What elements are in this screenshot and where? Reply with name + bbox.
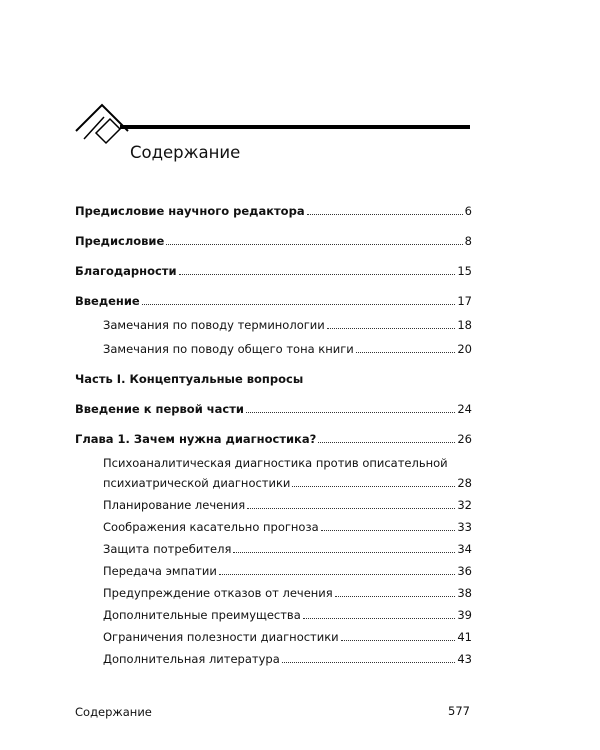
toc-entry-title: Защита потребителя bbox=[103, 542, 232, 556]
toc-entry[interactable] bbox=[75, 402, 472, 416]
toc-entry-title: Планирование лечения bbox=[103, 498, 246, 512]
toc-entry[interactable] bbox=[75, 542, 472, 556]
toc-entry-page: 6 bbox=[464, 204, 472, 218]
leader-dots bbox=[303, 618, 456, 619]
leader-dots bbox=[166, 244, 462, 245]
toc-entry-page: 41 bbox=[457, 630, 472, 644]
table-of-contents bbox=[75, 204, 472, 666]
toc-entry-title: Соображения касательно прогноза bbox=[103, 520, 319, 534]
toc-entry-title: психиатрической диагностики bbox=[103, 476, 291, 490]
toc-entry-page: 43 bbox=[457, 652, 472, 666]
leader-dots bbox=[246, 412, 455, 413]
leader-dots bbox=[142, 304, 456, 305]
toc-entry-page: 17 bbox=[457, 294, 472, 308]
toc-entry-page: 15 bbox=[457, 264, 472, 278]
leader-dots bbox=[282, 662, 456, 663]
toc-entry[interactable] bbox=[75, 564, 472, 578]
leader-dots bbox=[341, 640, 456, 641]
toc-entry-page: 39 bbox=[457, 608, 472, 622]
leader-dots bbox=[233, 552, 455, 553]
toc-part-heading bbox=[75, 372, 472, 386]
leader-dots bbox=[356, 352, 456, 353]
chapter-corner-icon bbox=[74, 103, 134, 161]
toc-entry-title: Глава 1. Зачем нужна диагностика? bbox=[75, 432, 317, 446]
toc-entry[interactable] bbox=[75, 318, 472, 332]
toc-entry[interactable] bbox=[75, 264, 472, 278]
toc-entry-title: Введение к первой части bbox=[75, 402, 244, 416]
toc-entry[interactable] bbox=[75, 234, 472, 248]
toc-entry-page: 18 bbox=[457, 318, 472, 332]
toc-entry[interactable] bbox=[75, 498, 472, 512]
toc-entry-page: 28 bbox=[457, 476, 472, 490]
page-title: Содержание bbox=[130, 143, 241, 162]
toc-entry-title: Предисловие bbox=[75, 234, 165, 248]
toc-entry-title: Введение bbox=[75, 294, 140, 308]
toc-entry-page: 8 bbox=[464, 234, 472, 248]
toc-entry-title: Передача эмпатии bbox=[103, 564, 217, 578]
toc-entry-page: 26 bbox=[457, 432, 472, 446]
toc-entry[interactable] bbox=[75, 342, 472, 356]
toc-entry-title: Замечания по поводу терминологии bbox=[103, 318, 325, 332]
toc-entry-title: Благодарности bbox=[75, 264, 177, 278]
leader-dots bbox=[219, 574, 456, 575]
toc-entry-page: 20 bbox=[457, 342, 472, 356]
leader-dots bbox=[307, 214, 463, 215]
page-number: 577 bbox=[448, 704, 470, 718]
toc-entry[interactable] bbox=[75, 294, 472, 308]
toc-entry-page: 34 bbox=[457, 542, 472, 556]
toc-entry-title-line1: Психоаналитическая диагностика против описательной bbox=[103, 456, 448, 470]
toc-entry-page: 24 bbox=[457, 402, 472, 416]
running-footer-title: Содержание bbox=[75, 705, 152, 719]
toc-entry[interactable] bbox=[75, 204, 472, 218]
toc-entry[interactable] bbox=[75, 586, 472, 600]
toc-entry-title: Часть I. Концептуальные вопросы bbox=[75, 372, 304, 386]
header-rule bbox=[120, 125, 470, 129]
toc-entry[interactable] bbox=[75, 630, 472, 644]
toc-entry-title: Ограничения полезности диагностики bbox=[103, 630, 339, 644]
toc-entry[interactable] bbox=[75, 432, 472, 446]
toc-entry-title: Предупреждение отказов от лечения bbox=[103, 586, 333, 600]
leader-dots bbox=[327, 328, 456, 329]
leader-dots bbox=[292, 486, 455, 487]
toc-entry[interactable] bbox=[75, 608, 472, 622]
toc-entry-page: 32 bbox=[457, 498, 472, 512]
toc-entry-title: Дополнительная литература bbox=[103, 652, 280, 666]
toc-entry-title: Предисловие научного редактора bbox=[75, 204, 305, 218]
toc-entry-title: Замечания по поводу общего тона книги bbox=[103, 342, 354, 356]
leader-dots bbox=[247, 508, 455, 509]
toc-entry-page: 38 bbox=[457, 586, 472, 600]
toc-entry[interactable] bbox=[75, 520, 472, 534]
leader-dots bbox=[318, 442, 455, 443]
toc-entry[interactable] bbox=[75, 652, 472, 666]
toc-entry-title: Дополнительные преимущества bbox=[103, 608, 301, 622]
toc-entry[interactable] bbox=[75, 456, 472, 490]
leader-dots bbox=[321, 530, 456, 531]
leader-dots bbox=[335, 596, 456, 597]
leader-dots bbox=[179, 274, 456, 275]
toc-entry-page: 33 bbox=[457, 520, 472, 534]
toc-entry-page: 36 bbox=[457, 564, 472, 578]
